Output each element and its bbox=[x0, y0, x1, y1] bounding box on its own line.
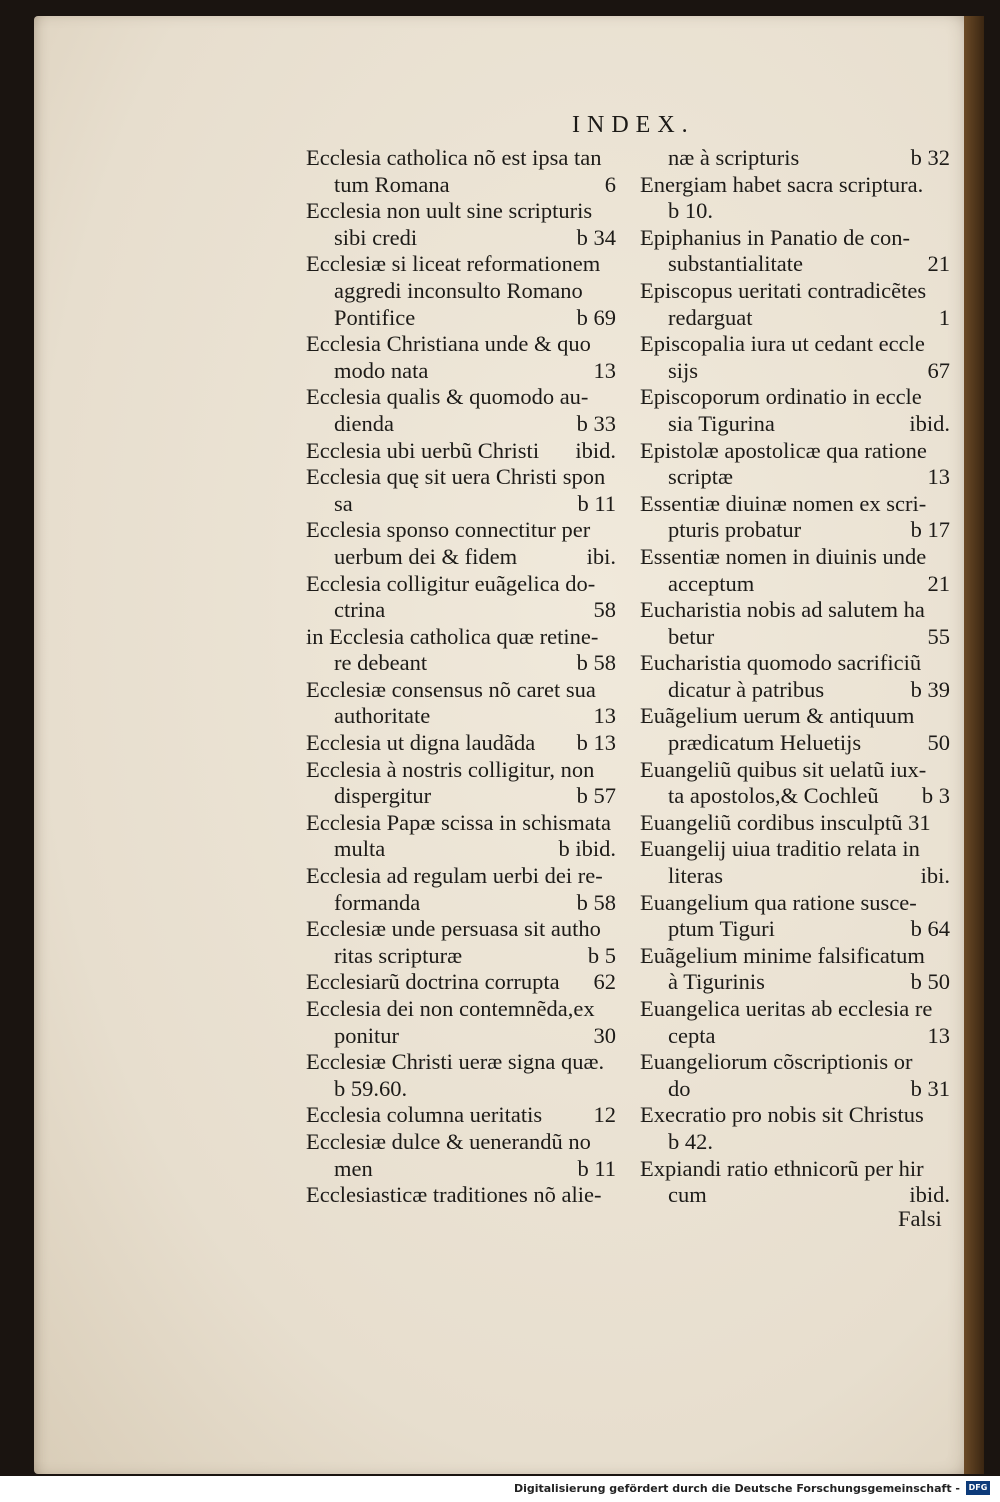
entry-line bbox=[640, 624, 950, 651]
page-reference: b 13 bbox=[576, 730, 616, 756]
index-column-right bbox=[640, 145, 950, 1209]
entry-text: Ecclesia sponso connectitur per bbox=[306, 517, 591, 543]
entry-text: sia Tigurina bbox=[668, 410, 775, 436]
catchword: Falsi bbox=[898, 1206, 942, 1231]
entry-line bbox=[640, 916, 950, 943]
entry-line bbox=[306, 1129, 616, 1156]
index-entry bbox=[640, 836, 950, 889]
entry-line bbox=[640, 278, 950, 305]
entry-text: Epiphanius in Panatio de con- bbox=[640, 224, 910, 250]
entry-text: Execratio pro nobis sit Christus bbox=[640, 1102, 924, 1128]
index-entry bbox=[306, 996, 616, 1049]
page-reference: 50 bbox=[927, 730, 950, 756]
entry-text: literas bbox=[668, 863, 723, 889]
entry-line bbox=[306, 624, 616, 651]
entry-line bbox=[306, 677, 616, 704]
entry-line bbox=[640, 384, 950, 411]
entry-text: Ecclesiæ consensus nõ caret sua bbox=[306, 676, 596, 702]
entry-text: in Ecclesia catholica quæ retine- bbox=[306, 623, 599, 649]
entry-line bbox=[306, 384, 616, 411]
index-entry bbox=[306, 517, 616, 570]
entry-text: Epistolæ apostolicæ qua ratione bbox=[640, 437, 927, 463]
entry-text: do bbox=[668, 1075, 691, 1101]
entry-line bbox=[640, 1129, 950, 1156]
entry-text: Ecclesia non uult sine scripturis bbox=[306, 198, 593, 224]
index-entry bbox=[640, 890, 950, 943]
entry-text: sa bbox=[334, 490, 353, 516]
entry-line bbox=[306, 890, 616, 917]
entry-text: Expiandi ratio ethnicorũ per hir bbox=[640, 1155, 924, 1181]
entry-text: acceptum bbox=[668, 570, 755, 596]
entry-text: aggredi inconsulto Romano bbox=[334, 277, 583, 303]
entry-text: Ecclesia à nostris colligitur, non bbox=[306, 756, 595, 782]
entry-text: prædicatum Heluetijs bbox=[668, 730, 862, 756]
entry-line bbox=[640, 996, 950, 1023]
entry-text: Euangeliũ cordibus insculptũ 31 bbox=[640, 809, 931, 835]
entry-text: ponitur bbox=[334, 1022, 399, 1048]
index-entry bbox=[640, 996, 950, 1049]
index-entry bbox=[306, 384, 616, 437]
page-reference: 12 bbox=[593, 1102, 616, 1128]
entry-line bbox=[640, 890, 950, 917]
entry-text: Essentiæ diuinæ nomen ex scri- bbox=[640, 490, 927, 516]
entry-text: b 10. bbox=[668, 198, 713, 224]
index-entry bbox=[640, 145, 950, 172]
index-entry bbox=[640, 544, 950, 597]
entry-text: Euãgelium minime falsificatum bbox=[640, 942, 925, 968]
index-entry bbox=[306, 464, 616, 517]
page-reference: b 31 bbox=[910, 1075, 950, 1101]
index-entry bbox=[640, 1156, 950, 1209]
entry-line bbox=[640, 251, 950, 278]
entry-text: Ecclesia ut digna laudãda bbox=[306, 730, 536, 756]
page-reference: b 58 bbox=[576, 889, 616, 915]
page-reference: 62 bbox=[593, 969, 616, 995]
entry-line bbox=[306, 331, 616, 358]
page-reference: b 64 bbox=[910, 916, 950, 942]
entry-line bbox=[306, 916, 616, 943]
index-entry bbox=[306, 331, 616, 384]
entry-line bbox=[306, 1156, 616, 1183]
entry-line bbox=[640, 1023, 950, 1050]
entry-text: Ecclesiarũ doctrina corrupta bbox=[306, 969, 560, 995]
entry-line bbox=[306, 1076, 616, 1103]
page-reference: 21 bbox=[927, 570, 950, 596]
index-entry bbox=[306, 969, 616, 996]
page-reference: 13 bbox=[593, 357, 616, 383]
entry-text: pturis probatur bbox=[668, 517, 802, 543]
index-entry bbox=[640, 278, 950, 331]
entry-text: Ecclesia catholica nõ est ipsa tan bbox=[306, 145, 602, 170]
index-entry bbox=[640, 491, 950, 544]
entry-line bbox=[640, 544, 950, 571]
index-entry bbox=[640, 225, 950, 278]
entry-text: redarguat bbox=[668, 304, 753, 330]
entry-text: Essentiæ nomen in diuinis unde bbox=[640, 543, 927, 569]
entry-text: Energiam habet sacra scriptura. bbox=[640, 171, 924, 197]
index-entry bbox=[640, 331, 950, 384]
entry-line bbox=[640, 517, 950, 544]
entry-text: scriptæ bbox=[668, 464, 733, 490]
entry-line bbox=[306, 1023, 616, 1050]
entry-text: dispergitur bbox=[334, 783, 432, 809]
entry-line bbox=[306, 943, 616, 970]
dfg-logo: DFG bbox=[966, 1481, 990, 1495]
index-entry bbox=[306, 1102, 616, 1129]
page-reference: b 5 bbox=[587, 942, 616, 968]
entry-line bbox=[640, 783, 950, 810]
entry-text: Euangelij uiua traditio relata in bbox=[640, 836, 920, 862]
entry-line bbox=[640, 1182, 950, 1209]
entry-text: Episcoporum ordinatio in eccle bbox=[640, 384, 922, 410]
entry-text: Ecclesia Papæ scissa in schismata bbox=[306, 809, 611, 835]
entry-line bbox=[306, 172, 616, 199]
entry-line bbox=[640, 571, 950, 598]
entry-text: re debeant bbox=[334, 650, 428, 676]
entry-text: Episcopus ueritati contradicẽtes bbox=[640, 277, 927, 303]
entry-line bbox=[640, 464, 950, 491]
entry-text: Ecclesiasticæ traditiones nõ alie- bbox=[306, 1182, 602, 1208]
entry-line bbox=[306, 305, 616, 332]
entry-line bbox=[640, 198, 950, 225]
index-entry bbox=[640, 943, 950, 996]
index-entry bbox=[306, 1049, 616, 1102]
entry-line bbox=[640, 650, 950, 677]
index-entry bbox=[640, 172, 950, 225]
page-reference: ibid. bbox=[575, 437, 616, 463]
entry-line bbox=[306, 969, 616, 996]
entry-text: Ecclesiæ Christi ueræ signa quæ. bbox=[306, 1049, 605, 1075]
entry-text: dicatur à patribus bbox=[668, 676, 825, 702]
entry-text: substantialitate bbox=[668, 251, 803, 277]
page-reference: 6 bbox=[604, 171, 616, 197]
entry-text: ctrina bbox=[334, 597, 386, 623]
page-reference: 13 bbox=[927, 464, 950, 490]
page-reference: ibid. bbox=[909, 410, 950, 436]
entry-text: Ecclesiæ unde persuasa sit autho bbox=[306, 916, 601, 942]
index-entry bbox=[306, 624, 616, 677]
entry-line bbox=[640, 331, 950, 358]
entry-line bbox=[640, 597, 950, 624]
page-reference: b 57 bbox=[576, 783, 616, 809]
entry-line bbox=[306, 650, 616, 677]
index-entry bbox=[306, 863, 616, 916]
entry-text: Euangeliorum cõscriptionis or bbox=[640, 1049, 913, 1075]
page-reference: b 34 bbox=[576, 224, 616, 250]
entry-line bbox=[640, 491, 950, 518]
entry-line bbox=[306, 198, 616, 225]
entry-line bbox=[306, 1102, 616, 1129]
entry-text: b 59.60. bbox=[334, 1075, 408, 1101]
page-reference: b 33 bbox=[576, 410, 616, 436]
entry-line bbox=[306, 251, 616, 278]
entry-text: à Tigurinis bbox=[668, 969, 765, 995]
entry-text: tum Romana bbox=[334, 171, 450, 197]
entry-line bbox=[306, 996, 616, 1023]
index-column-left bbox=[306, 145, 616, 1209]
page-reference: b 11 bbox=[577, 1155, 616, 1181]
entry-line bbox=[640, 411, 950, 438]
entry-line bbox=[640, 172, 950, 199]
index-entry bbox=[306, 1182, 616, 1209]
entry-line bbox=[640, 225, 950, 252]
entry-line bbox=[306, 358, 616, 385]
entry-line bbox=[306, 597, 616, 624]
entry-line bbox=[306, 863, 616, 890]
index-entry bbox=[640, 703, 950, 756]
page-reference: b 50 bbox=[910, 969, 950, 995]
index-entry bbox=[640, 384, 950, 437]
entry-line bbox=[640, 757, 950, 784]
entry-text: formanda bbox=[334, 889, 421, 915]
page-reference: b ibid. bbox=[558, 836, 616, 862]
entry-line bbox=[306, 491, 616, 518]
page-reference: ibi. bbox=[920, 863, 950, 889]
page-header: INDEX. bbox=[572, 112, 695, 138]
page-reference: 1 bbox=[938, 304, 950, 330]
entry-text: modo nata bbox=[334, 357, 429, 383]
entry-text: Eucharistia nobis ad salutem ha bbox=[640, 597, 925, 623]
page-edge bbox=[964, 16, 984, 1474]
index-entry bbox=[640, 757, 950, 810]
entry-text: sibi credi bbox=[334, 224, 418, 250]
entry-text: sijs bbox=[668, 357, 699, 383]
entry-text: Ecclesia Christiana unde & quo bbox=[306, 331, 591, 357]
entry-line bbox=[306, 411, 616, 438]
entry-text: Pontifice bbox=[334, 304, 416, 330]
page-reference: b 69 bbox=[576, 304, 616, 330]
entry-line bbox=[306, 278, 616, 305]
page-reference: b 11 bbox=[577, 490, 616, 516]
entry-text: Ecclesia columna ueritatis bbox=[306, 1102, 543, 1128]
entry-text: cepta bbox=[668, 1022, 716, 1048]
page-reference: 30 bbox=[593, 1022, 616, 1048]
entry-line bbox=[640, 863, 950, 890]
entry-text: Ecclesia quę sit uera Christi spon bbox=[306, 464, 606, 490]
entry-line bbox=[306, 544, 616, 571]
index-entry bbox=[306, 730, 616, 757]
entry-line bbox=[640, 145, 950, 172]
entry-line bbox=[640, 810, 950, 837]
index-entry bbox=[306, 571, 616, 624]
entry-text: authoritate bbox=[334, 703, 431, 729]
index-entry bbox=[306, 757, 616, 810]
entry-text: Ecclesia qualis & quomodo au- bbox=[306, 384, 589, 410]
entry-text: Ecclesiæ si liceat reformationem bbox=[306, 251, 601, 277]
entry-line bbox=[306, 571, 616, 598]
entry-line bbox=[640, 1076, 950, 1103]
footer-bar bbox=[0, 1476, 1000, 1502]
index-entry bbox=[640, 438, 950, 491]
entry-text: Episcopalia iura ut cedant eccle bbox=[640, 331, 925, 357]
index-entry bbox=[306, 810, 616, 863]
index-entry bbox=[640, 650, 950, 703]
entry-text: Euãgelium uerum & antiquum bbox=[640, 703, 915, 729]
page-reference: ibid. bbox=[909, 1182, 950, 1208]
entry-text: Euangeliũ quibus sit uelatũ iux- bbox=[640, 756, 927, 782]
entry-line bbox=[640, 1049, 950, 1076]
entry-text: Euangelica ueritas ab ecclesia re bbox=[640, 996, 933, 1021]
entry-line bbox=[306, 464, 616, 491]
entry-text: Ecclesia ad regulam uerbi dei re- bbox=[306, 863, 603, 889]
index-entry bbox=[306, 145, 616, 198]
entry-text: dienda bbox=[334, 410, 394, 436]
index-entry bbox=[306, 1129, 616, 1182]
page-reference: 13 bbox=[927, 1022, 950, 1048]
entry-line bbox=[306, 810, 616, 837]
page-reference: 58 bbox=[593, 597, 616, 623]
entry-line bbox=[306, 438, 616, 465]
entry-text: men bbox=[334, 1155, 373, 1181]
index-entry bbox=[640, 1049, 950, 1102]
entry-line bbox=[640, 730, 950, 757]
page-reference: 67 bbox=[927, 357, 950, 383]
page-reference: ibi. bbox=[586, 543, 616, 569]
entry-line bbox=[306, 783, 616, 810]
page-reference: 13 bbox=[593, 703, 616, 729]
entry-line bbox=[640, 1102, 950, 1129]
entry-text: ta apostolos,& Cochleũ bbox=[668, 783, 879, 809]
page-reference: b 39 bbox=[910, 676, 950, 702]
index-entry bbox=[306, 438, 616, 465]
entry-text: b 42. bbox=[668, 1128, 713, 1154]
entry-line bbox=[306, 757, 616, 784]
entry-line bbox=[640, 943, 950, 970]
entry-text: næ à scripturis bbox=[668, 145, 800, 170]
index-entry bbox=[306, 251, 616, 331]
entry-text: cum bbox=[668, 1182, 707, 1208]
entry-text: Ecclesiæ dulce & uenerandũ no bbox=[306, 1128, 591, 1154]
entry-line bbox=[306, 1182, 616, 1209]
footer-credit: Digitalisierung gefördert durch die Deutsche Forschungsgemeinschaft - bbox=[513, 1482, 960, 1495]
entry-line bbox=[640, 969, 950, 996]
entry-text: Ecclesia ubi uerbũ Christi bbox=[306, 437, 540, 463]
entry-line bbox=[640, 358, 950, 385]
index-entry bbox=[640, 1102, 950, 1155]
entry-line bbox=[640, 677, 950, 704]
page-reference: 55 bbox=[927, 623, 950, 649]
index-entry bbox=[640, 810, 950, 837]
entry-line bbox=[640, 438, 950, 465]
entry-text: Ecclesia dei non contemnẽda,ex bbox=[306, 996, 595, 1021]
entry-text: ritas scripturæ bbox=[334, 942, 463, 968]
entry-line bbox=[640, 305, 950, 332]
entry-line bbox=[306, 517, 616, 544]
index-entry bbox=[306, 198, 616, 251]
entry-line bbox=[306, 703, 616, 730]
page-reference: b 17 bbox=[910, 517, 950, 543]
entry-line bbox=[640, 836, 950, 863]
entry-text: ptum Tiguri bbox=[668, 916, 775, 942]
entry-text: uerbum dei & fidem bbox=[334, 543, 518, 569]
entry-line bbox=[306, 225, 616, 252]
entry-line bbox=[306, 145, 616, 172]
entry-line bbox=[306, 730, 616, 757]
index-entry bbox=[306, 677, 616, 730]
entry-text: Ecclesia colligitur euãgelica do- bbox=[306, 570, 596, 596]
page-reference: b 3 bbox=[921, 783, 950, 809]
index-entry bbox=[640, 597, 950, 650]
entry-text: Euangelium qua ratione susce- bbox=[640, 889, 917, 915]
page-reference: b 58 bbox=[576, 650, 616, 676]
entry-text: betur bbox=[668, 623, 715, 649]
entry-line bbox=[306, 836, 616, 863]
entry-line bbox=[640, 703, 950, 730]
index-entry bbox=[306, 916, 616, 969]
entry-text: multa bbox=[334, 836, 386, 862]
page-reference: b 32 bbox=[910, 145, 950, 170]
page-reference: 21 bbox=[927, 251, 950, 277]
entry-text: Eucharistia quomodo sacrificiũ bbox=[640, 650, 922, 676]
entry-line bbox=[640, 1156, 950, 1183]
entry-line bbox=[306, 1049, 616, 1076]
